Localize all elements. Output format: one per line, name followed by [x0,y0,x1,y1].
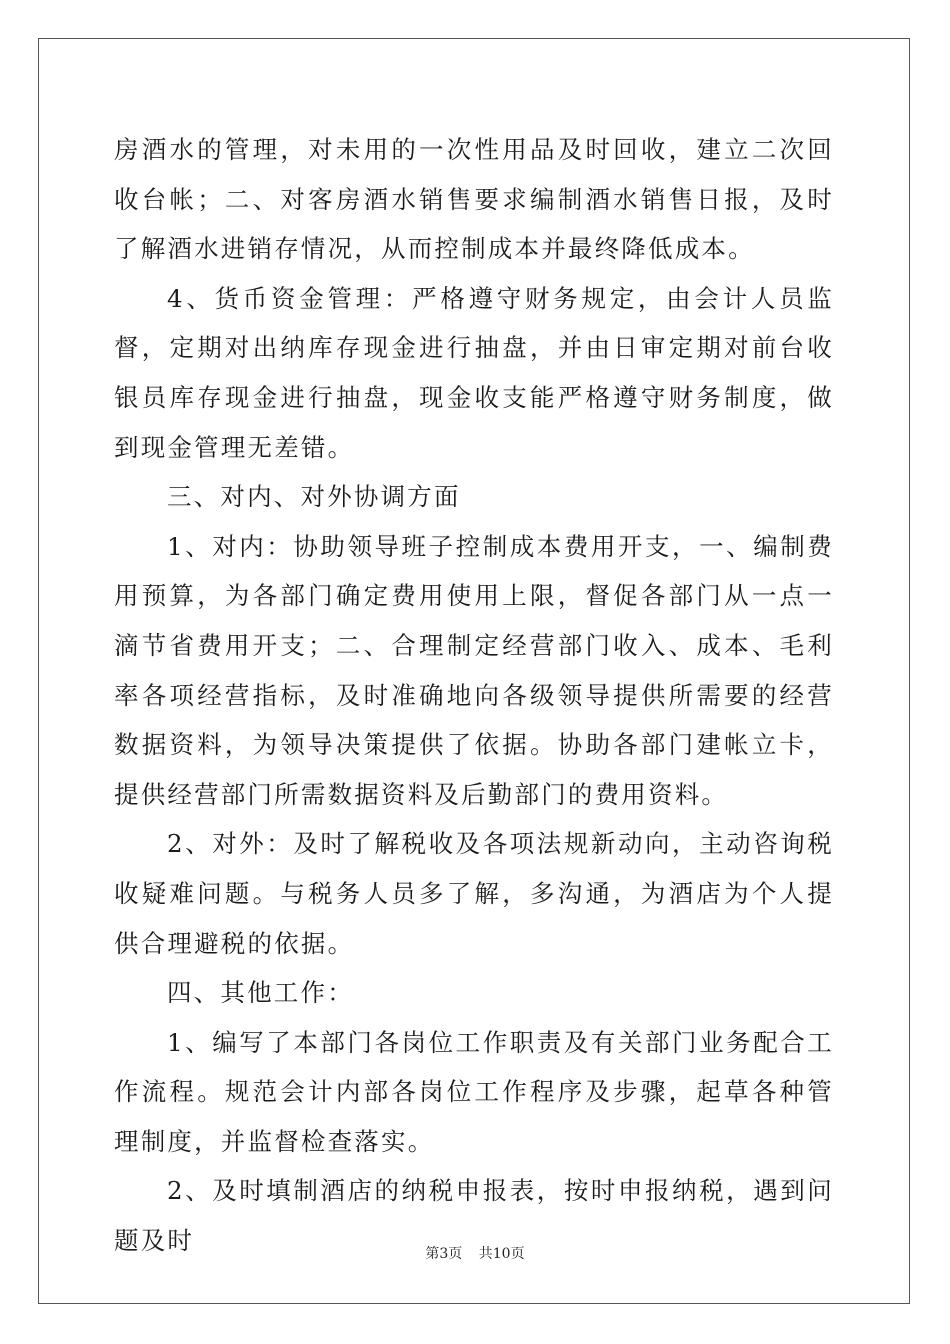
document-body [114,125,834,1266]
paragraph-1: 房酒水的管理，对未用的一次性用品及时回收，建立二次回收台帐；二、对客房酒水销售要求编制酒水销售日报，及时了解酒水进销存情况，从而控制成本并最终降低成本。 [114,135,834,264]
paragraph-5: 2、对外：及时了解税收及各项法规新动向，主动咨询税收疑难问题。与税务人员多了解，多沟通，为酒店为个人提供合理避税的依据。 [114,829,834,958]
page-footer [0,1243,950,1263]
paragraph-7: 1、编写了本部门各岗位工作职责及有关部门业务配合工作流程。规范会计内部各岗位工作程序及步骤，起草各种管理制度，并监督检查落实。 [114,1027,834,1156]
page-total: 共10页 [478,1246,525,1262]
section-heading-3: 三、对内、对外协调方面 [167,482,461,512]
paragraph-4: 1、对内：协助领导班子控制成本费用开支，一、编制费用预算，为各部门确定费用使用上限，督促各部门从一点一滴节省费用开支；二、合理制定经营部门收入、成本、毛利率各项经营指标，及时准确地向各级领导提供所需要的经营数据资料，为领导决策提供了依据。协助各部门建帐立卡，提供经营部门所需数据资料及后勤部门的费用资料。 [114,531,834,809]
paragraph-8: 2、及时填制酒店的纳税申报表，按时申报纳税，遇到问题及时 [114,1176,834,1256]
paragraph-2: 4、货币资金管理：严格遵守财务规定，由会计人员监督，定期对出纳库存现金进行抽盘，并由日审定期对前台收银员库存现金进行抽盘，现金收支能严格遵守财务制度，做到现金管理无差错。 [114,283,834,462]
page-number: 第3页 [425,1246,463,1262]
section-heading-4: 四、其他工作： [167,978,354,1008]
